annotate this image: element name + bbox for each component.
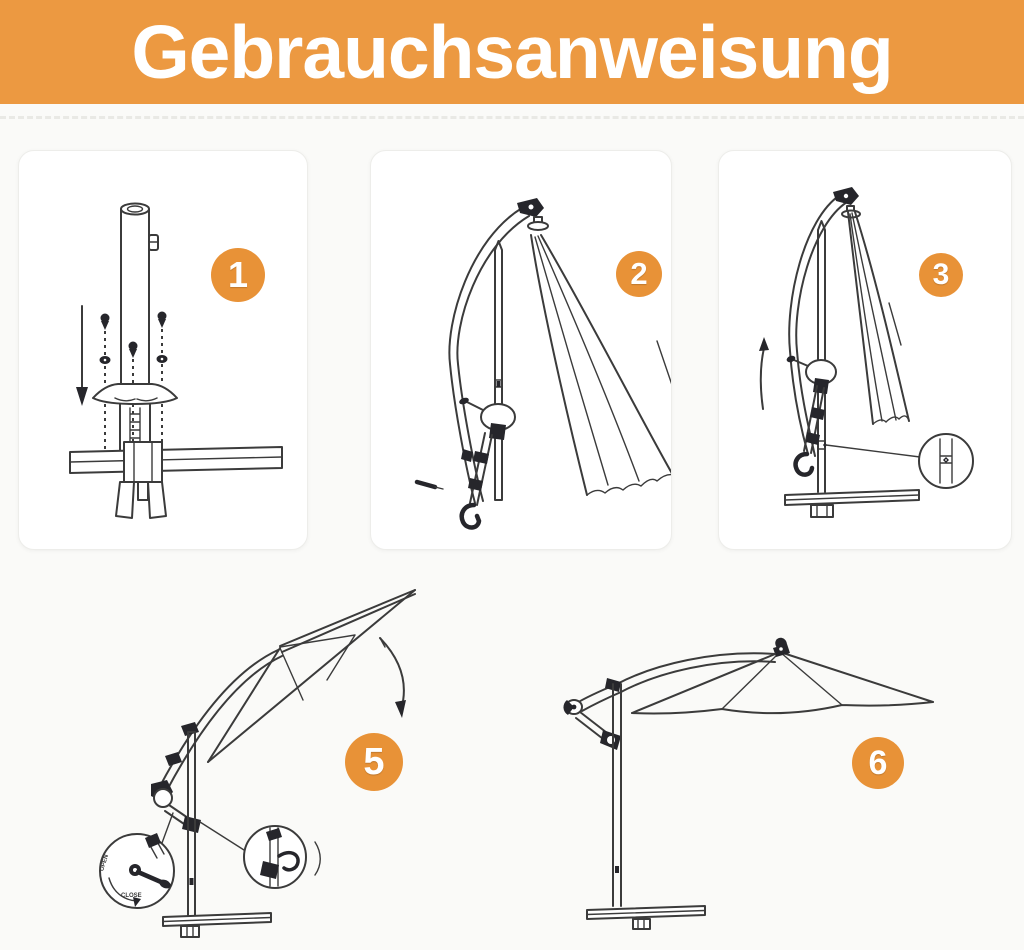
crank-joint-icon bbox=[151, 780, 201, 833]
umbrella-opening-figure bbox=[75, 570, 520, 945]
cross-base-icon bbox=[70, 442, 282, 518]
step-number-badge bbox=[919, 253, 963, 297]
base-assembly-figure bbox=[19, 151, 307, 549]
up-arrow-icon bbox=[759, 337, 769, 409]
step-number-badge bbox=[345, 733, 403, 791]
umbrella-pole-icon bbox=[121, 204, 158, 384]
step-6-figure-area bbox=[555, 590, 1015, 950]
standing-pole-icon bbox=[605, 678, 621, 906]
title-banner bbox=[0, 0, 1024, 104]
crank-open-label: OPEN bbox=[99, 854, 111, 873]
down-arrow-icon bbox=[76, 306, 88, 406]
folded-umbrella-figure bbox=[371, 151, 671, 549]
crank-housing-icon bbox=[458, 396, 515, 440]
center-pole-icon bbox=[495, 241, 502, 500]
curved-arm-icon bbox=[449, 208, 529, 503]
cross-base-icon bbox=[163, 913, 271, 937]
folded-canopy-icon bbox=[848, 212, 909, 424]
step-number-badge bbox=[616, 251, 662, 297]
page-title: Gebrauchsanweisung bbox=[131, 9, 893, 94]
tilt-strut-icon bbox=[468, 433, 492, 505]
open-canopy-icon bbox=[632, 652, 933, 714]
perforation-divider bbox=[0, 116, 1024, 119]
step-1-number: 1 bbox=[227, 254, 249, 295]
opening-arc-arrow-icon bbox=[380, 638, 406, 718]
clamp-detail-circle bbox=[200, 822, 320, 888]
step-number-badge bbox=[852, 737, 904, 789]
arm-top-joint-icon bbox=[517, 198, 548, 230]
curved-arm-icon bbox=[159, 650, 282, 792]
step-2-card bbox=[370, 150, 672, 550]
step-6-number: 6 bbox=[868, 743, 888, 782]
step-2-number: 2 bbox=[630, 256, 648, 291]
step-3-card bbox=[718, 150, 1012, 550]
step-number-badge bbox=[211, 248, 265, 302]
flange-plate-icon bbox=[93, 384, 177, 404]
step-1-card bbox=[18, 150, 308, 550]
cross-base-icon bbox=[785, 490, 919, 517]
opened-umbrella-figure bbox=[555, 590, 1015, 950]
cross-base-icon bbox=[587, 906, 705, 929]
hook-icon bbox=[796, 454, 812, 475]
step-5-figure-area bbox=[75, 570, 520, 945]
crank-detail-circle bbox=[99, 813, 174, 908]
step-3-number: 3 bbox=[932, 258, 950, 291]
step-5-number: 5 bbox=[363, 740, 385, 783]
curved-arm-icon bbox=[575, 653, 775, 711]
hook-icon bbox=[462, 505, 479, 528]
screw-icon bbox=[417, 482, 443, 489]
crank-close-label: CLOSE bbox=[121, 893, 142, 899]
upright-folded-umbrella-figure bbox=[719, 151, 1011, 549]
pole-joint-detail-circle bbox=[826, 434, 973, 488]
center-pole-icon bbox=[818, 221, 827, 492]
